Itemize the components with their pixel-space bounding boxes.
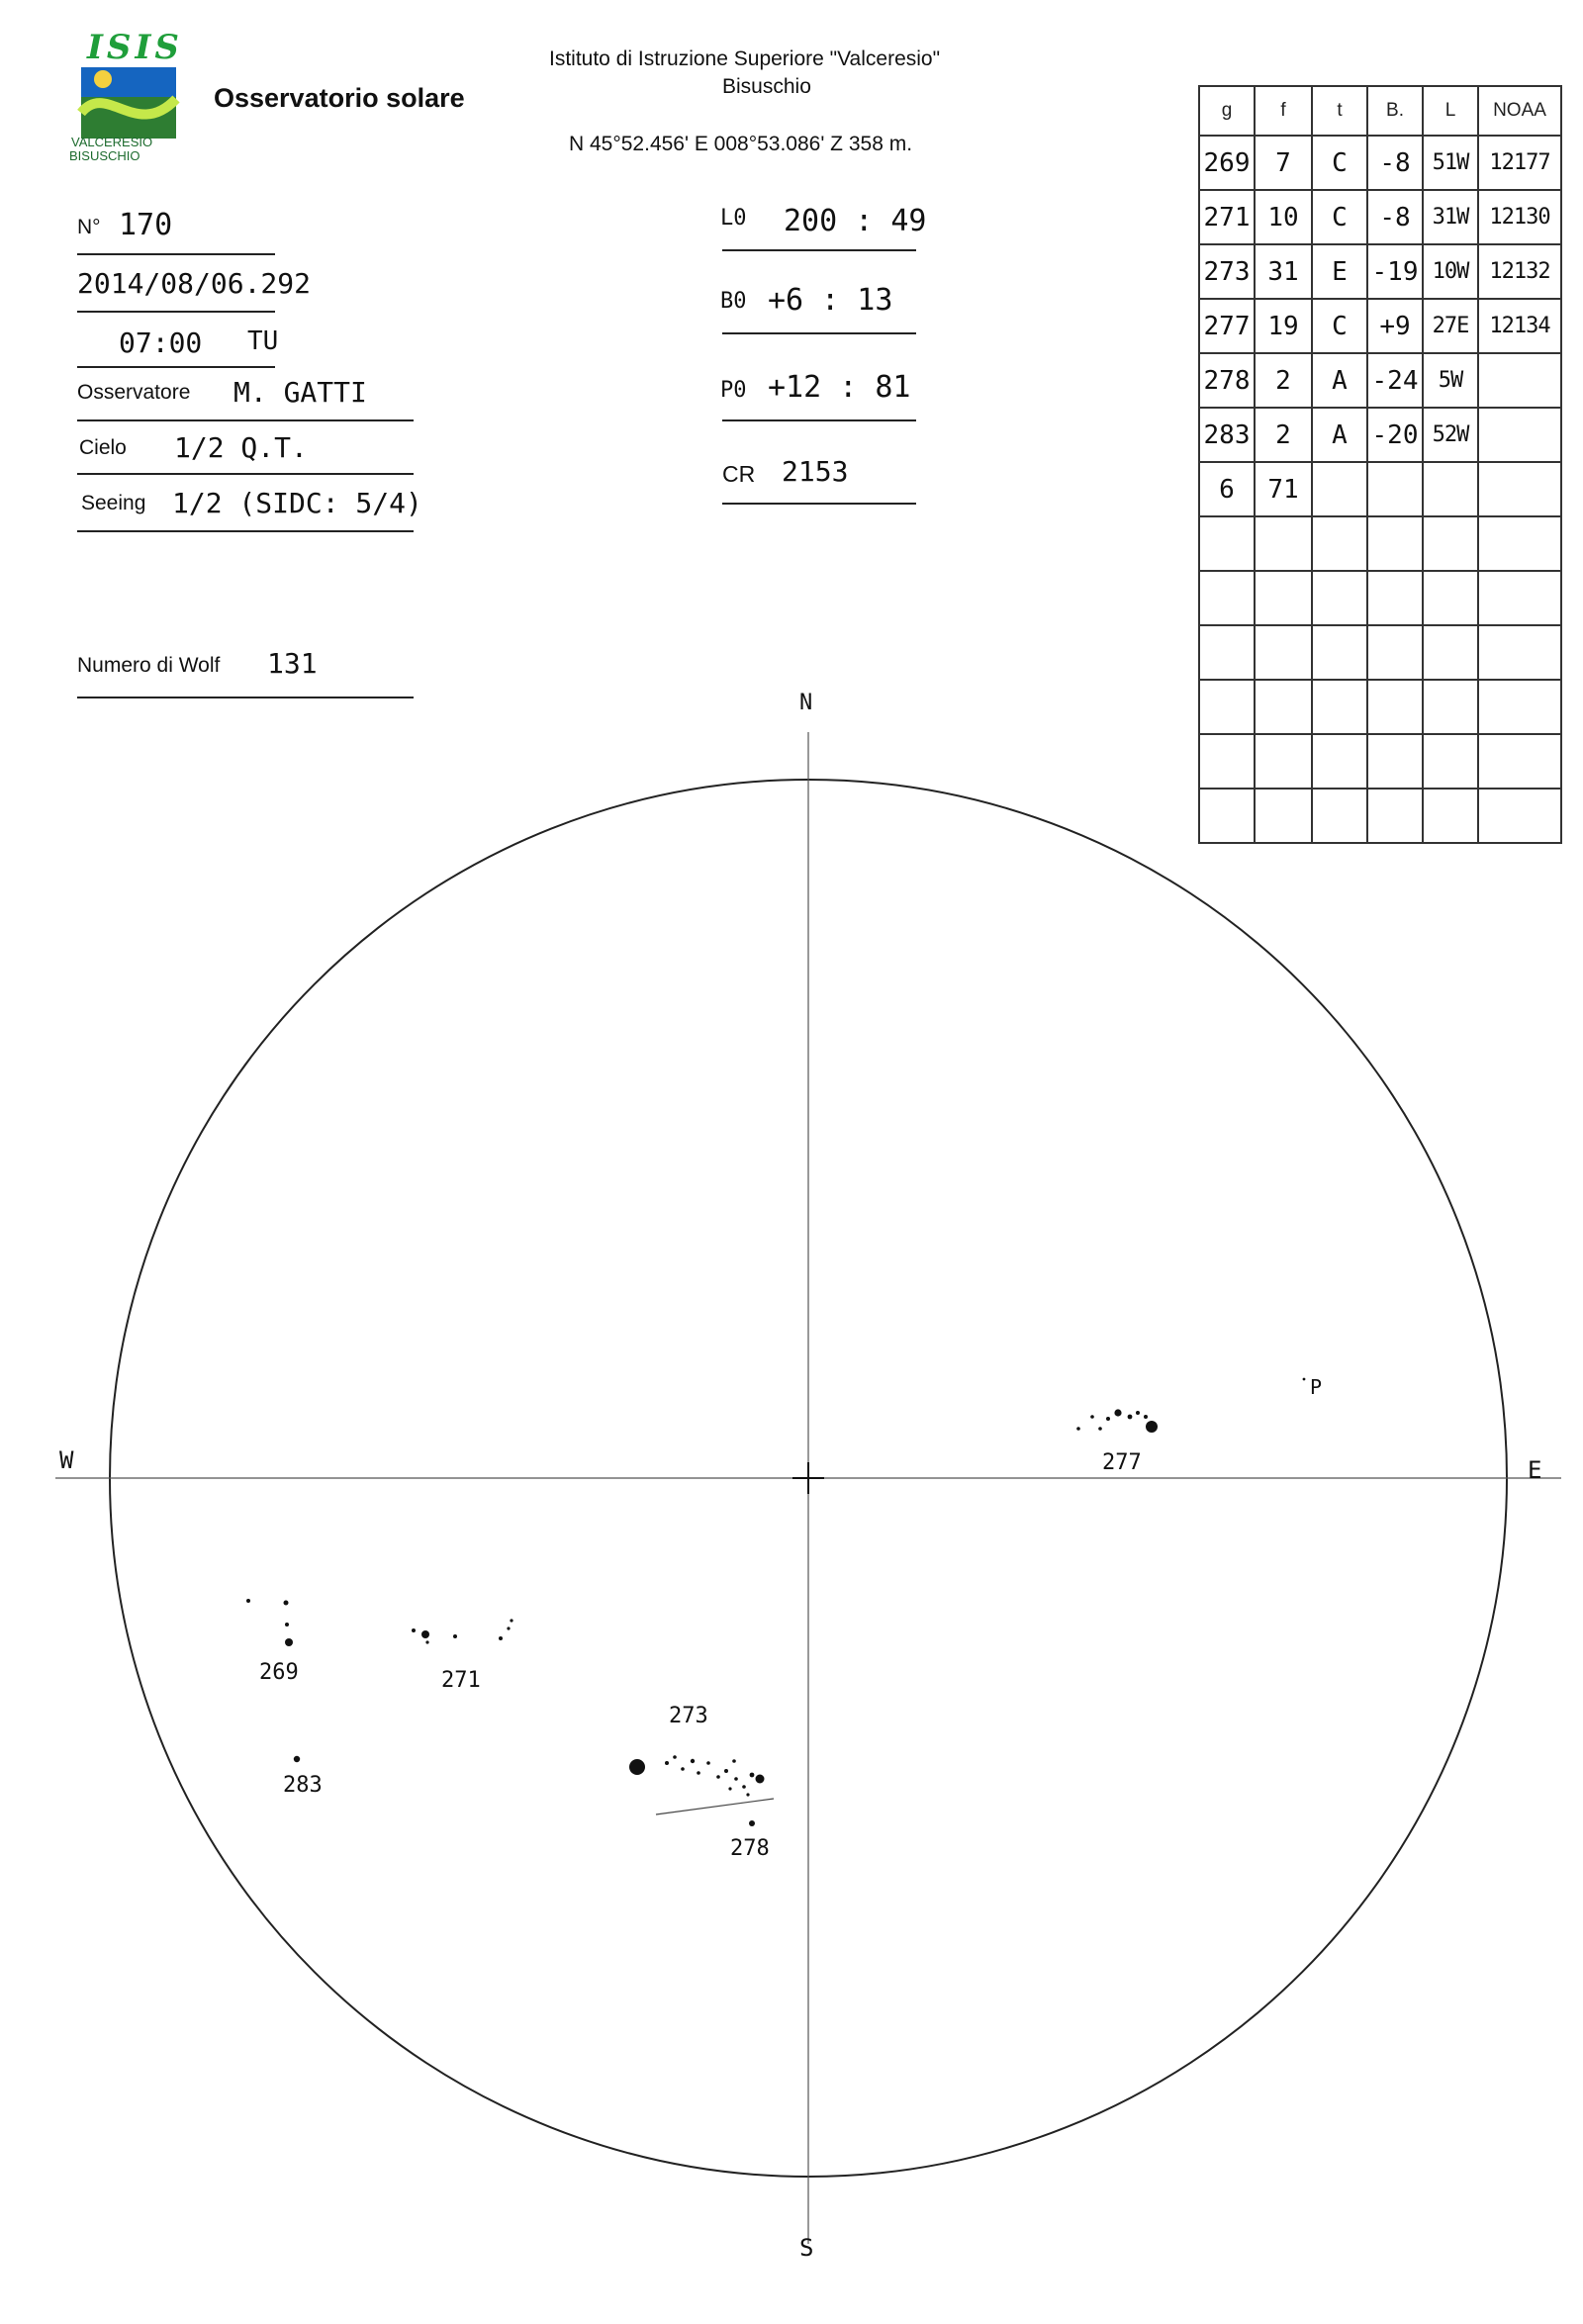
table-cell-f: 19 [1255,299,1312,353]
table-cell-noaa: 12130 [1478,190,1561,244]
number-label: N° [77,216,101,238]
observer-value: M. GATTI [233,376,367,409]
col-header-l: L [1423,86,1478,136]
col-header-b: B. [1367,86,1423,136]
table-cell-noaa: 12177 [1478,136,1561,190]
table-cell-t: C [1312,299,1367,353]
group-label-278: 278 [730,1836,770,1861]
l0-value: 200 : 49 [784,204,927,238]
institute-town: Bisuschio [722,75,811,98]
table-cell-l: 5W [1423,353,1478,408]
p-marker: P [1310,1375,1323,1399]
table-cell-noaa: 12132 [1478,244,1561,299]
table-cell-b: +9 [1367,299,1423,353]
north-label: N [799,691,813,715]
table-cell-noaa: 12134 [1478,299,1561,353]
number-value: 170 [119,208,173,242]
table-cell-g: 283 [1199,408,1255,462]
seeing-label: Seeing [81,492,146,514]
table-cell-t: E [1312,244,1367,299]
col-header-f: f [1255,86,1312,136]
time-unit: TU [247,326,279,356]
group-label-273: 273 [669,1704,708,1728]
table-cell-g: 273 [1199,244,1255,299]
p0-label: P0 [720,378,747,403]
institute-name: Istituto di Istruzione Superiore "Valceresio" [549,47,941,70]
b0-label: B0 [720,289,747,314]
time-value: 07:00 [119,326,203,359]
table-cell-f: 2 [1255,408,1312,462]
west-label: W [59,1446,74,1474]
table-cell-l: 51W [1423,136,1478,190]
observatory-title: Osservatorio solare [214,83,465,113]
table-cell-g: 269 [1199,136,1255,190]
table-cell-b: -8 [1367,190,1423,244]
table-cell-f: 71 [1255,462,1312,516]
table-cell-g: 6 [1199,462,1255,516]
table-cell-b: -19 [1367,244,1423,299]
sky-value: 1/2 Q.T. [174,431,308,464]
col-header-g: g [1199,86,1255,136]
col-header-t: t [1312,86,1367,136]
seeing-value: 1/2 (SIDC: 5/4) [172,487,422,519]
table-cell-f: 2 [1255,353,1312,408]
table-cell-l: 52W [1423,408,1478,462]
table-cell-b: -20 [1367,408,1423,462]
col-header-noaa: NOAA [1478,86,1561,136]
observer-label: Osservatore [77,381,191,404]
group-label-271: 271 [441,1668,481,1693]
table-cell-f: 7 [1255,136,1312,190]
table-cell-g: 278 [1199,353,1255,408]
observatory-coordinates: N 45°52.456' E 008°53.086' Z 358 m. [569,133,913,155]
sunspot-dots [246,1378,1305,1826]
table-cell-f: 10 [1255,190,1312,244]
table-cell-b: -24 [1367,353,1423,408]
sky-label: Cielo [79,436,127,459]
cr-value: 2153 [782,455,849,488]
east-label: E [1528,1456,1542,1484]
table-cell-t: A [1312,408,1367,462]
south-label: S [799,2234,814,2262]
logo-text: ISIS [87,28,183,67]
group-label-269: 269 [259,1660,299,1685]
table-cell-f: 31 [1255,244,1312,299]
table-cell-l: 31W [1423,190,1478,244]
logo-subtitle-2: BISUSCHIO [69,148,140,163]
cr-label: CR [722,461,756,487]
wolf-label: Numero di Wolf [77,654,221,677]
table-cell-l: 27E [1423,299,1478,353]
wolf-value: 131 [267,647,318,680]
table-cell-g: 277 [1199,299,1255,353]
group-273-baseline [656,1799,774,1814]
table-cell-t: C [1312,136,1367,190]
p0-value: +12 : 81 [768,370,911,405]
l0-label: L0 [720,206,747,231]
logo-subtitle-1: VALCERESIO [71,135,153,149]
date-value: 2014/08/06.292 [77,267,312,300]
b0-value: +6 : 13 [768,283,893,318]
table-cell-t: A [1312,353,1367,408]
table-cell-t: C [1312,190,1367,244]
group-label-277: 277 [1102,1450,1142,1475]
table-cell-l: 10W [1423,244,1478,299]
table-cell-b: -8 [1367,136,1423,190]
group-label-283: 283 [283,1773,323,1798]
table-cell-g: 271 [1199,190,1255,244]
